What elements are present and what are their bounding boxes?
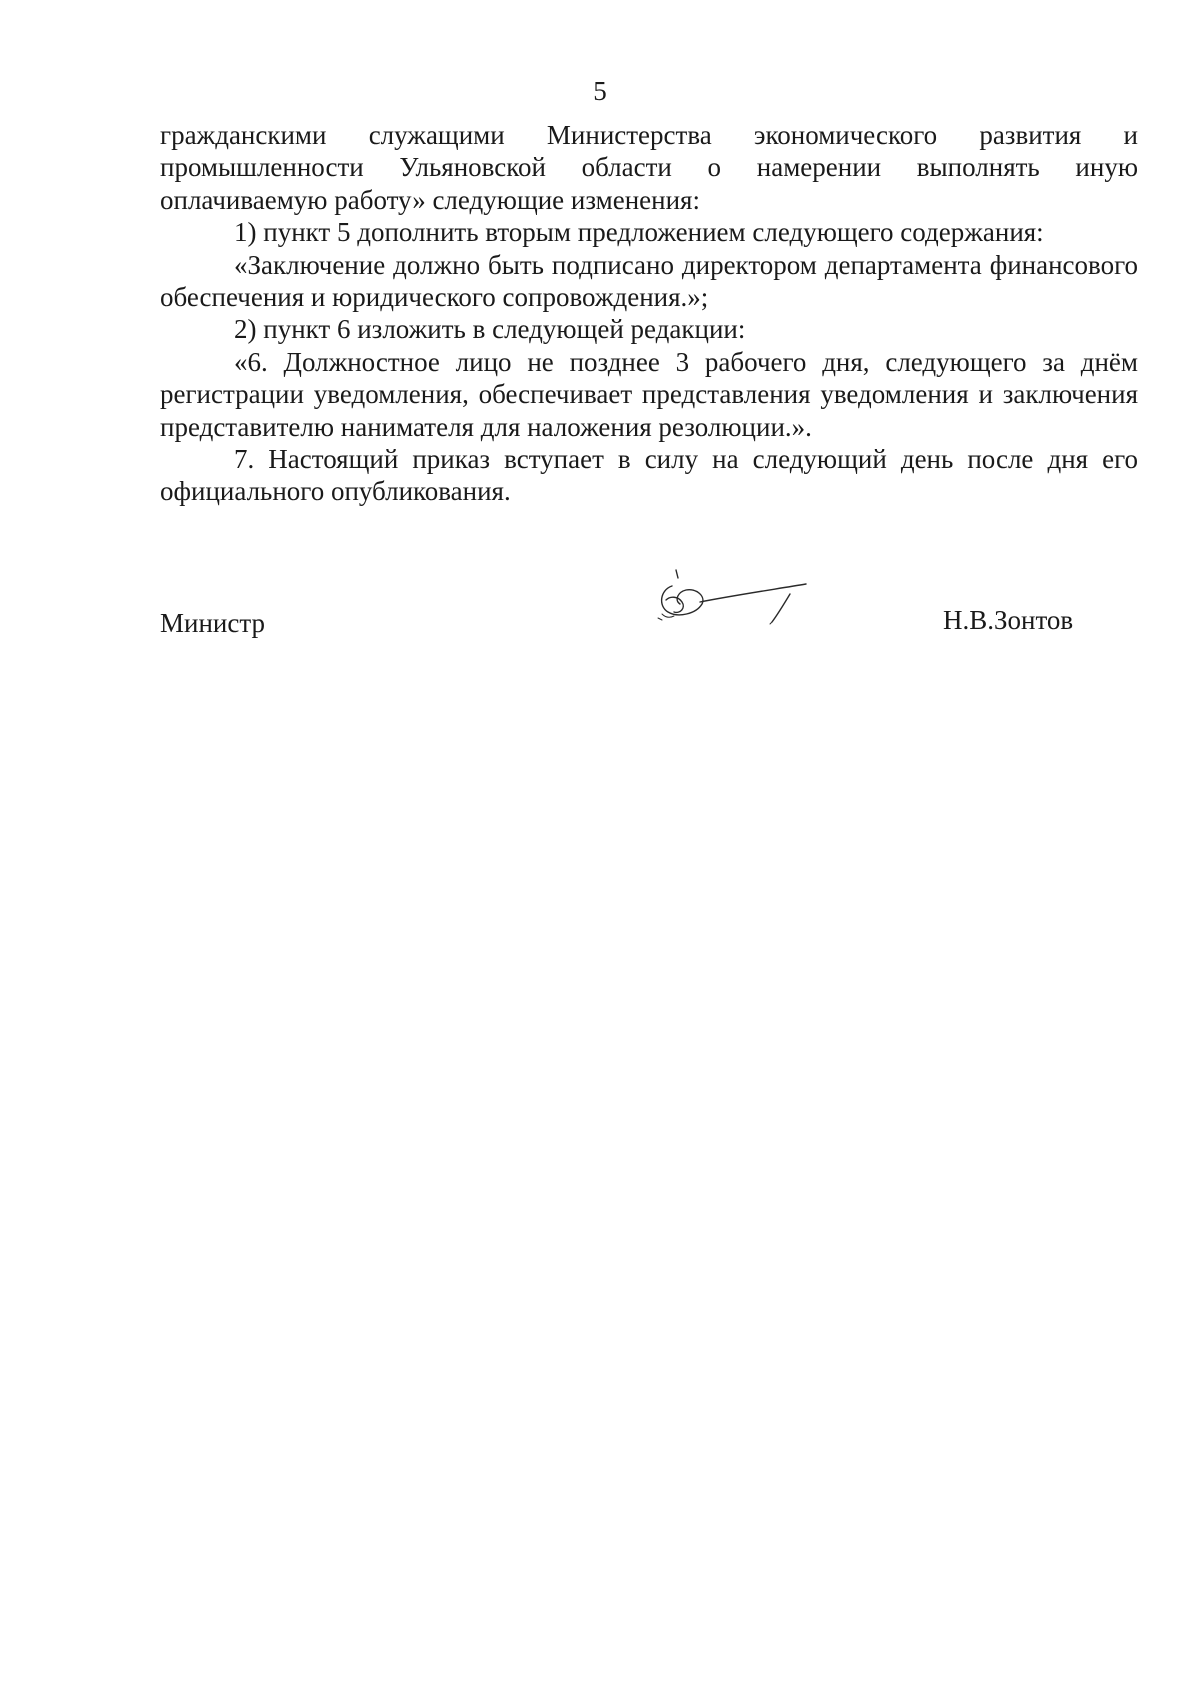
handwritten-signature bbox=[640, 560, 830, 640]
signature-block bbox=[160, 560, 1138, 640]
document-body bbox=[160, 119, 1138, 508]
paragraph-item-7: 7. Настоящий приказ вступает в силу на следующий день после дня его официального опубликования. bbox=[160, 444, 1138, 507]
signer-position: Министр bbox=[160, 608, 265, 638]
paragraph-quote-2: «6. Должностное лицо не позднее 3 рабочего дня, следующего за днём регистрации уведомления, обеспечивает представления уведомления и заключения представителю нанимателя для наложения резолюции.». bbox=[160, 346, 1138, 442]
paragraph-continuation: гражданскими служащими Министерства экономического развития и промышленности Ульяновской области о намерении выполнять иную оплачиваемую работу» следующие изменения: bbox=[160, 120, 1138, 215]
paragraph-item-2: 2) пункт 6 изложить в следующей редакции: bbox=[234, 314, 746, 345]
paragraph-item-1: 1) пункт 5 дополнить вторым предложением следующего содержания: bbox=[234, 217, 1044, 248]
signer-name: Н.В.Зонтов bbox=[943, 605, 1074, 635]
page-number: 5 bbox=[593, 76, 607, 106]
paragraph-quote-1: «Заключение должно быть подписано директором департамента финансового обеспечения и юридического сопровождения.»; bbox=[160, 249, 1138, 313]
